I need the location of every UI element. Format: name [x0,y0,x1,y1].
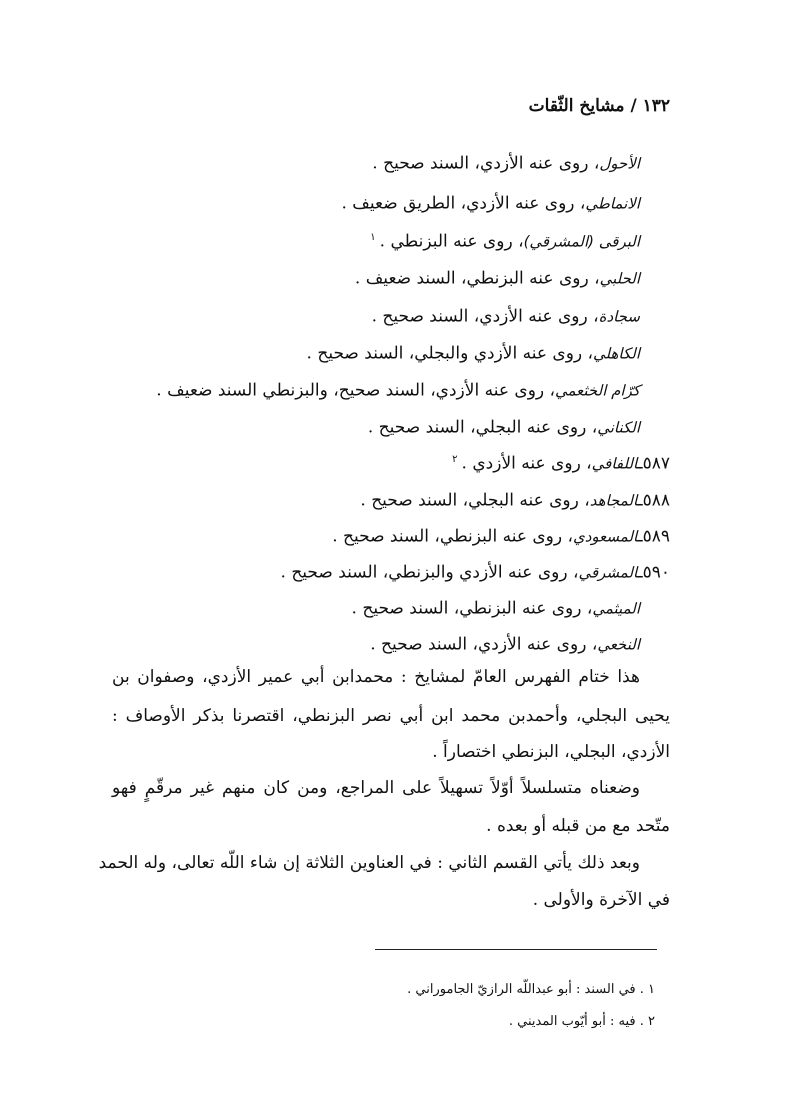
entry-text: ، روى عنه الأزدي والبجلي، السند صحيح . [306,343,594,364]
book-title: مشايخ الثّقات [528,96,625,116]
entry-text: ، روى عنه البزنطي، السند صحيح . [351,598,593,619]
footnote-1: ١ . في السند : أبو عبداللّه الرازيّ الجاموراني . [407,982,655,997]
entry-text: ، روى عنه الأزدي . [461,453,592,474]
entry-text: ، روى عنه البزنطي، السند صحيح . [332,526,573,547]
header-separator: / [630,96,637,116]
footnote-ref: ٢ [452,454,458,465]
entry-line [303,338,640,366]
entry-text: ، روى عنه البجلي، السند صحيح . [367,417,598,438]
entry-line [337,188,640,216]
entry-line [356,485,670,513]
narrator-name: اللفافي [591,454,638,473]
narrator-name: الحلبي [599,269,640,288]
footnote-divider [375,949,657,950]
narrator-name: النخعي [597,635,640,654]
paragraph-line: يحيى البجلي، وأحمدبن محمد ابن أبي نصر البزنطي، اقتصرنا بذكر الأوصاف : [112,706,670,726]
footnote-ref: ١ [370,232,376,243]
narrator-name: البرقى (المشرقي) [523,232,640,251]
paragraph-line: وضعناه متسلسلاً أوّلاً تسهيلاً على المراجع، ومن كان منهم غير مرقّمٍ فهو [112,778,640,798]
entry-line [364,412,640,440]
entry-line [348,593,640,621]
entry-text: ، روى عنه البزنطي . [379,231,524,252]
entry-text: ، روى عنه الأزدي، الطريق ضعيف . [341,193,586,214]
entry-line [368,148,640,176]
narrator-name: المشرقي [578,563,638,582]
narrator-name: المسعودي [573,527,638,546]
paragraph-line: هذا ختام الفهرس العامّ لمشايخ : محمدابن أبي عمير الأزدي، وصفوان بن [112,667,640,687]
entry-line [366,629,640,657]
narrator-name: الكاهلي [593,344,640,363]
entry-line [152,375,640,403]
narrator-name: الكناني [597,418,640,437]
entry-text: ، روى عنه البجلي، السند صحيح . [360,490,590,511]
narrator-name: الانماطي [585,194,640,213]
entry-text: ، روى عنه الأزدي، السند صحيح، والبزنطي السند ضعيف . [156,380,555,401]
page-number: ١٣٢ [642,96,670,116]
paragraph-line: وبعد ذلك يأتي القسم الثاني : في العناوين الثلاثة إن شاء اللّه تعالى، وله الحمد [98,853,640,873]
entry-line [370,226,640,254]
narrator-name: سجادة [598,307,640,326]
entry-line [368,301,640,329]
narrator-name: المجاهد [589,491,638,510]
entry-text: ، روى عنه الأزدي، السند صحيح . [372,153,600,174]
entry-line [351,263,640,291]
paragraph-line: في الآخرة والأولى . [532,890,670,910]
entry-number: ٥٨٧ـ [637,453,670,474]
narrator-name: كرّام الخثعمي [555,381,640,400]
entry-number: ٥٩٠ـ [637,562,670,583]
paragraph-line: متّحد مع من قبله أو بعده . [486,816,670,836]
entry-text: ، روى عنه البزنطي، السند ضعيف . [354,268,600,289]
entry-text: ، روى عنه الأزدي، السند صحيح . [371,306,599,327]
entry-number: ٥٨٨ـ [637,490,670,511]
narrator-name: الأحول [599,154,640,173]
entry-text: ، روى عنه الأزدي والبزنطي، السند صحيح . [280,562,579,583]
footnote-2: ٢ . فيه : أبو أيّوب المديني . [508,1014,655,1029]
paragraph-line: الأزدي، البجلي، البزنطي اختصاراً . [432,742,670,762]
entry-text: ، روى عنه الأزدي، السند صحيح . [370,634,598,655]
entry-line [328,521,670,549]
entry-line [452,448,670,476]
running-header [529,94,670,118]
narrator-name: الميثمي [592,599,640,618]
entry-number: ٥٨٩ـ [637,526,670,547]
entry-line [277,557,670,585]
